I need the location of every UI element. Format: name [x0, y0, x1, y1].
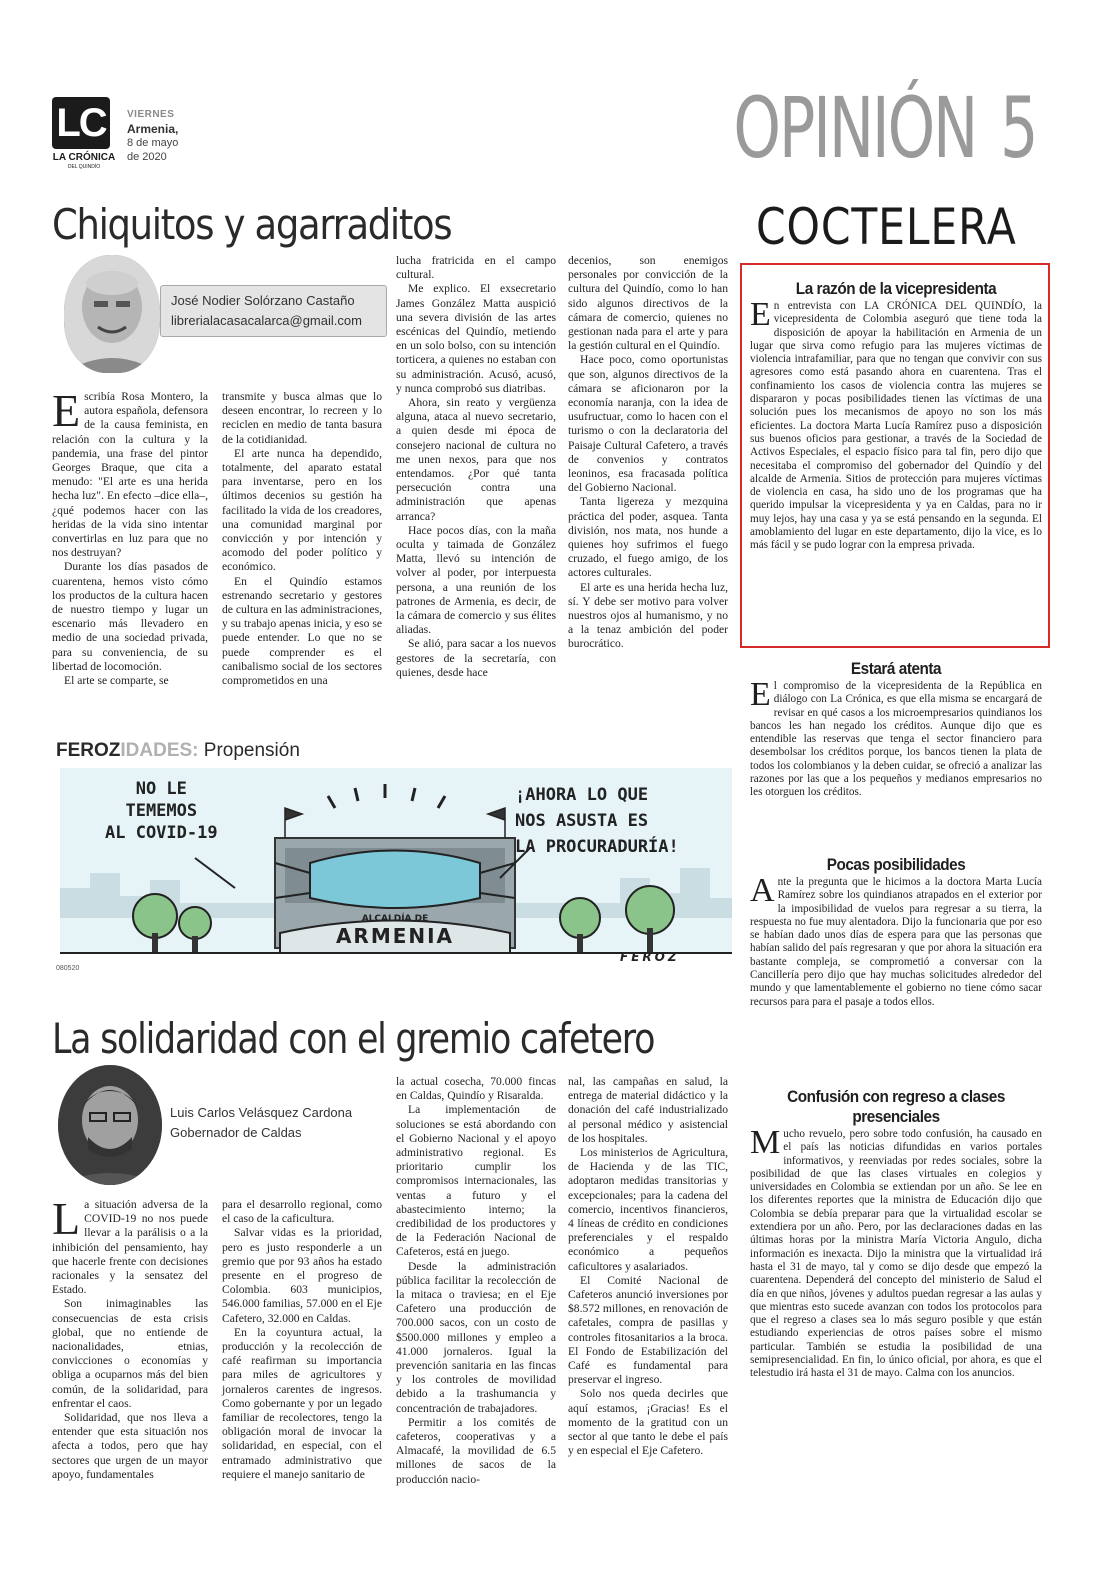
- bubble-line: LA PROCURADURÍA!: [515, 837, 679, 857]
- paragraph: Hace poco, como oportunistas que son, algunos directivos de la cámara se aficionaron por la economía naranja, con la idea de usufructuar, como lo hacen con el turismo o con la declaratoria del Paisaje Cultural Cafetero, a través de convenios y contratos leoninos, esa fracasada política del Gobierno Nacional.: [568, 353, 728, 495]
- article1-col3: [396, 254, 556, 680]
- sidebar-item-text: Ante la pregunta que le hicimos a la doctora Marta Lucía Ramírez sobre los quindianos atrapados en el exterior por la imposibilidad de vuelos para regresar a su tierra, la respuesta no fue muy alentadora. Dijo la funcionaria que por eso se habían dado unos días de espera para que las personas que habían salido del país regresaran y que por ahora la situación era bastante compleja, se comprometió a conversar con la Cancillería pero dijo que hay muchas solicitudes alrededor del mundo y que lamentablemente el gobierno no tiene cómo sacar recursos para para el pasaje a todos ellos.: [750, 872, 1042, 1008]
- author2-portrait-icon: [58, 1065, 162, 1185]
- paragraph: Durante los días pasados de cuarentena, hemos visto cómo los productos de la cultura hacen de nuestro tiempo y lugar un escenario más llevadero en medio de una sociedad privada, para su conveniencia, de su libertad de locomoción.: [52, 560, 208, 673]
- bubble-line: TEMEMOS: [125, 801, 198, 821]
- author1-portrait-icon: [64, 255, 160, 373]
- article2-col4: [568, 1075, 728, 1458]
- dropcap: E: [52, 385, 81, 436]
- paragraph: En el Quindío estamos estrenando secretario y gestores de cultura en las administraciones, y su trabajo apenas inicia, y eso se puede entender. Lo que no se puede comprender es el canibalismo social de los sectores comprometidos en una: [222, 574, 383, 688]
- logo-name: LA CRÓNICA: [52, 152, 116, 163]
- author2-photo: [58, 1065, 162, 1185]
- author2-box: [170, 1103, 370, 1143]
- sign-main-text: ARMENIA: [335, 924, 455, 948]
- paragraph: Ahora, sin reato y vergüenza alguna, ataca al nuevo secretario, a quien desde mi época de consejero nacional de cultura no me unen nexos, para que nos entendamos. ¿Por qué tanta persecución contra una administración que apenas arranca?: [396, 396, 556, 523]
- paragraph: La implementación de soluciones se está abordando con el Gobierno Nacional y el apoyo administrativo regional. Es prioritario cumplir los compromisos internacionales, las ventas a futuro y el abastecimiento interno; la credibilidad de los productores y de la Federación Nacional de Cafeteros, está en juego.: [396, 1103, 556, 1259]
- article1-headline: Chiquitos y agarraditos: [52, 200, 452, 249]
- article1-col1: [52, 385, 208, 688]
- paragraph: decenios, son enemigos personales por convicción de la cultura del Quindío, como lo han sido algunos directivos de la cámara de comercio, quienes no gestionan nada para el arte y para la gestión cultural en el Quindío.: [568, 254, 728, 353]
- article1-col2: [222, 390, 382, 688]
- article1-col4: [568, 254, 728, 652]
- author2-role: Gobernador de Caldas: [170, 1125, 302, 1140]
- paragraph: Se alió, para sacar a los nuevos gestores de la secretaría, con quienes, desde hace: [396, 637, 556, 679]
- paragraph: El Comité Nacional de Cafeteros anunció inversiones por $8.572 millones, en renovación de cafetales, compra de pasillas y controles fitosanitarios a la broca. El Fondo de Estabilización del Café es fundamental para preservar el ingreso.: [568, 1273, 728, 1387]
- paragraph: Solo nos queda decirles que aquí estamos, ¡Gracias! Es el momento de la gratitud con un sector al que tanto le debe el país y en especial el Eje Cafetero.: [568, 1387, 728, 1458]
- bubble-line: ¡AHORA LO QUE: [515, 785, 649, 805]
- paragraph: Los ministerios de Agricultura, de Hacienda y de las TIC, adoptaron medidas transitorias y excepcionales; para la cadena del comercio, incentivos financieros, 4 líneas de crédito en condiciones preferenciales y el respaldo económico a pequeños caficultores y asalariados.: [568, 1146, 728, 1273]
- cartoon-title-light: IDADES:: [120, 740, 199, 761]
- sidebar-item-text: En entrevista con LA CRÓNICA DEL QUINDÍO, la vicepresidenta de Colombia aseguró que tiene toda la disposición de apoyar la habilitación en Armenia de un lugar que sirva como refugio para las mujeres víctimas de violencia intrafamiliar, para que no tengan que convivir con sus agresores como está pasando ahora en cuarentena. Tras el confinamiento los casos de violencia contra las mujeres se dispararon y pocas posibilidades tienen las víctimas de una solución pues los mecanismos de apoyo no son los más eficientes. La doctora Marta Lucía Ramírez puso a disposición sus buenos oficios para gestionar, a través de la Sociedad de Activos Especiales, el espacio físico para tal fin, pero dijo que necesitaba el compromiso del gobernador del Quindío y del alcalde de Armenia. Sitios de protección para mujeres víctimas de violencia en casa, ha sido uno de los programas que ha querido impulsar la vicepresidenta y ya en Caldas, para no ir muy lejos, hay una casa y ya se está pensando en la segunda. El amoblamiento del lugar en este departamento, dijo la vice, es lo más fácil y se pudo lograr con la empresa privada.: [750, 296, 1042, 552]
- paragraph: nal, las campañas en salud, la entrega de material didáctico y la donación del café industrializado al personal médico y asistencial de los hospitales.: [568, 1075, 728, 1145]
- sidebar-item-heading: Pocas posibilidades: [826, 855, 966, 874]
- weekday: VIERNES: [127, 109, 175, 120]
- sidebar-title: COCTELERA: [756, 198, 1017, 256]
- author1-name: José Nodier Solórzano Castaño: [171, 293, 355, 308]
- paragraph: la actual cosecha, 70.000 fincas en Caldas, Quindío y Risaralda.: [396, 1075, 556, 1103]
- paragraph: lucha fratricida en el campo cultural.: [396, 254, 556, 282]
- dropcap: M: [750, 1124, 781, 1161]
- sidebar-item-heading: Estará atenta: [850, 659, 942, 678]
- sidebar-item-heading: Confusión con regreso a clases presenciales: [787, 1087, 1005, 1126]
- paragraph: Salvar vidas es la prioridad, pero es justo responderle a un gremio que por 93 años ha estado presente en el progreso de Colombia. 603 municipios, 546.000 familias, 57.000 en el Eje Cafetero, 32.000 en Caldas.: [222, 1226, 382, 1325]
- paragraph: El arte es una herida hecha luz, sí. Y debe ser motivo para volver nuestros ojos al humanismo, y no a la tenaz ambición del poder burocrático.: [568, 580, 728, 651]
- paragraph: para el desarrollo regional, como el caso de la caficultura.: [222, 1198, 382, 1226]
- author2-name: Luis Carlos Velásquez Cardona: [170, 1105, 353, 1120]
- sidebar-item-4: [750, 1087, 1042, 1381]
- bubble-line: AL COVID-19: [105, 823, 218, 843]
- author1-photo: [64, 255, 160, 373]
- paragraph: Son inimaginables las consecuencias de esta crisis global, que no entiende de nacionalidades, etnias, convicciones o economías y obliga a ocuparnos más del bien común, de la solidaridad, para enfrentar el caos.: [52, 1297, 208, 1410]
- dropcap: E: [750, 296, 771, 333]
- speech-bubble-right: [515, 782, 679, 860]
- page-number: 5: [999, 79, 1038, 177]
- paragraph: Solidaridad, que nos lleva a entender que esta situación nos afecta a todos, pero que hay sectores que urgen de un mayor apoyo, fundamentales: [52, 1411, 208, 1481]
- sidebar-item-text: El compromiso de la vicepresidenta de la República en diálogo con La Crónica, es que ella misma se encargará de revisar en qué casos a los microempresarios quindianos los bancos les han negado los créditos. Aunque dijo que es entendible las reservas que tenga el sector financiero para desembolsar los créditos porque, los bancos tienen la plata de todos los colombianos y la deben cuidar, se ofreció a analizar las razones por las que a los pequeños y medianos empresarios no les otorguen los créditos.: [750, 676, 1042, 799]
- paragraph: La situación adversa de la COVID-19 no nos puede llevar a la parálisis o a la inhibición del pensamiento, hay que hacerle frente con decisiones racionales y la sensatez del Estado.: [52, 1193, 208, 1297]
- dropcap: A: [750, 872, 775, 909]
- cartoon-title: [56, 740, 300, 762]
- speech-bubble-left: [105, 778, 218, 844]
- logo-subtitle: DEL QUINDÍO: [67, 164, 101, 170]
- dropcap: L: [52, 1193, 81, 1244]
- paragraph: transmite y busca almas que lo deseen encontrar, lo recreen y lo reciclen en medio de tanta basura de la cotidianidad.: [222, 390, 382, 446]
- paragraph: Escribía Rosa Montero, la autora española, defensora de la causa feminista, en relación con la cultura y la pandemia, una frase del pintor Georges Braque, que cita a menudo: "El arte es una herida hecha luz". En efecto –dice ella–, ¿qué podemos hacer con las heridas de la vida sino intentar convertirlas en luz para que no nos destruyan?: [52, 385, 208, 560]
- cartoon-code: 080520: [56, 965, 80, 972]
- cartoon-title-bold: FEROZ: [56, 740, 121, 761]
- bubble-line: NOS ASUSTA ES: [515, 811, 649, 831]
- sidebar-item-1: [750, 279, 1042, 553]
- article2-col3: [396, 1075, 556, 1487]
- paragraph: Hace pocos días, con la maña oculta y taimada de González Matta, llevó su intención de volver al poder, por interpuesta persona, a una reunión de los patrones de Armenia, es decir, de la cámara de comercio y sus élites aliadas.: [396, 523, 556, 637]
- paragraph: Tanta ligereza y mezquina práctica del poder, asquea. Tanta división, nos mata, nos hunde a quienes hoy sufrimos el fuego cruzado, el fuego amigo, de los actores culturales.: [568, 495, 728, 580]
- date-line-2: de 2020: [127, 151, 167, 163]
- bubble-line: NO LE: [135, 779, 187, 799]
- author1-box: [160, 285, 387, 337]
- date-block: [127, 108, 178, 164]
- article2-headline: La solidaridad con el gremio cafetero: [52, 1014, 655, 1063]
- sign-top-text: ALCALDÍA DE: [361, 914, 429, 924]
- paragraph: En la coyuntura actual, la producción y la recolección de café reafirman su importancia para miles de agricultores y jornaleros carentes de ingresos. Como gobernante y por un legado familiar de recolectores, tengo la obligación moral de invocar la solidaridad, en especial, con el entramado administrativo que requiere el manejo sanitario de: [222, 1325, 382, 1481]
- cartoon-signature: FEROZ: [620, 950, 680, 964]
- sidebar-item-3: [750, 855, 1042, 1009]
- city: Armenia,: [127, 122, 179, 136]
- date-line-1: 8 de mayo: [127, 137, 179, 149]
- sidebar-item-2: [750, 659, 1042, 800]
- paragraph: Desde la administración pública facilitar la recolección de la mitaca o traviesa; en el Eje Cafetero una producción de 700.000 sacos, con un costo de $500.000 millones y empleo a 41.000 jornaleros. Igual la prevención sanitaria en las fincas y los controles de movilidad debido a la trashumancia y concentración de trabajadores.: [396, 1259, 556, 1415]
- author1-email[interactable]: librerialacasacalarca@gmail.com: [171, 313, 362, 328]
- article2-col2: [222, 1198, 382, 1482]
- paragraph: El arte nunca ha dependido, totalmente, del aparato estatal para inventarse, pero en los últimos decenios su gestión ha facilitado la vida de los creadores, una comunidad marginal por convicción y por intención y acomodo del poder político y económico.: [222, 446, 382, 574]
- paragraph: Permitir a los comités de cafeteros, cooperativas y a Almacafé, la movilidad de 6.5 millones de sacos de la producción nacio-: [396, 1415, 556, 1486]
- paragraph: Me explico. El exsecretario James González Matta auspició una severa división de las artes escénicas del Quindío, metiendo en un solo bolso, con su intención torticera, a quienes no estaban con su administración. Acusó, acusó, y nunca comprobó sus diatribas.: [396, 282, 556, 395]
- dropcap: E: [750, 676, 771, 713]
- cartoon-title-rest: Propensión: [198, 740, 300, 761]
- cartoon-image: [60, 768, 732, 966]
- sidebar-item-heading: La razón de la vicepresidenta: [795, 279, 997, 298]
- paragraph: El arte se comparte, se: [64, 674, 169, 688]
- logo: LC: [52, 97, 110, 149]
- section-title: OPINIÓN: [733, 79, 976, 177]
- article2-col1: [52, 1193, 208, 1482]
- sidebar-item-text: Mucho revuelo, pero sobre todo confusión, ha causado en el país las noticias difundidas en varios portales informativos, y reenviadas por redes sociales, sobre la posibilidad de que las clases virtuales en colegios y universidades en Colombia se extiendan por un año. Se lee en los diferentes reportes que la ministra de Educación dijo que Colombia se debía preparar para que la virtualidad escolar se extendiera por un año. Pero, por las declaraciones dadas en las últimas horas por la ministra María Victoria Angulo, dicha información es inexacta. Dijo la ministra que la virtualidad irá hasta el 31 de mayo, tal y como se dijo desde que empezó la cuarentena. Dependerá del concepto del ministerio de Salud el día en que niños, jóvenes y adultos puedan regresar a las aulas y que mientras esto sucede avanzan con todos los protocolos para que el regreso a clases sea lo más seguro posible y que están estudiando experiencias de otros países sobre el mismo particular. También se estudia la posibilidad de una semipresencialidad. En fin, lo único oficial, por ahora, es que el telestudio irá hasta el 31 de mayo. Calma con los anuncios.: [750, 1124, 1042, 1380]
